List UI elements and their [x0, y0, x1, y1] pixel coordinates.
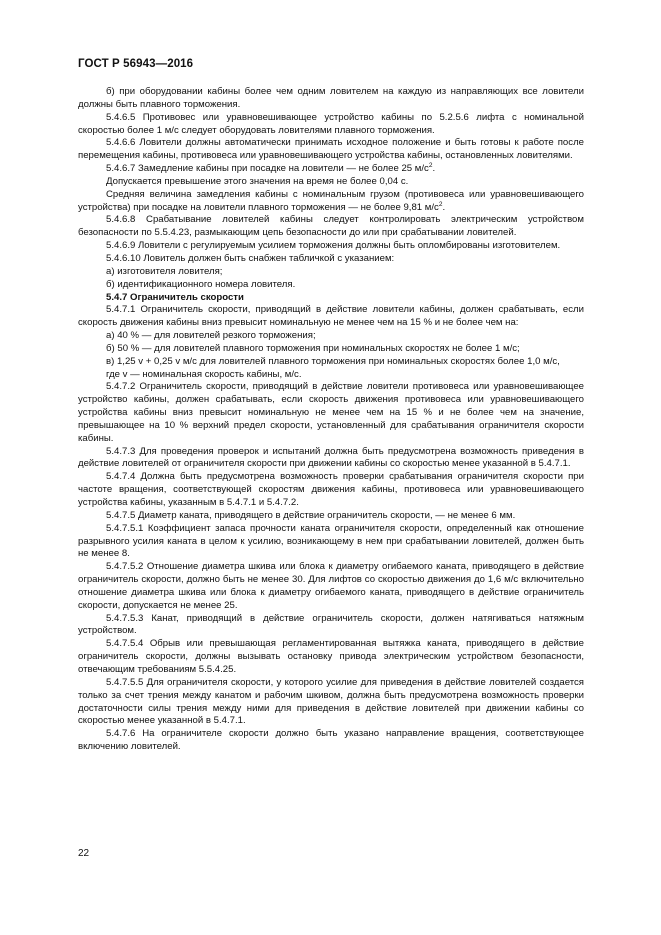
paragraph — [78, 446, 584, 472]
paragraph-text: а) 40 % — для ловителей резкого торможения; — [106, 330, 316, 342]
paragraph-text: 5.4.6.10 Ловитель должен быть снабжен табличкой с указанием: — [106, 252, 395, 264]
document-header: ГОСТ Р 56943—2016 — [78, 58, 194, 70]
paragraph-text: 5.4.6.6 Ловители должны автоматически принимать исходное положение и быть готовы к работе после перемещения кабины, противовеса или уравновешивающего устройства кабины, остановленных ловителями. — [78, 137, 584, 162]
paragraph-text: 5.4.7.6 На ограничителе скорости должно быть указано направление вращения, соответствующее включению ловителей. — [78, 728, 584, 753]
paragraph-text: 5.4.7.5.4 Обрыв или превышающая регламентированная вытяжка каната, приводящего в действие ограничитель скорости, должны вызывать остановку привода электрическим устройством безопасности, отвечающим требованиям 5.5.4.25. — [78, 638, 584, 675]
paragraph-tail: . — [432, 163, 436, 175]
paragraph — [78, 510, 584, 523]
paragraph-text: 5.4.7.5.5 Для ограничителя скорости, у которого усилие для приведения в действие ловителей создается только за счет трения между канатом и рабочим шкивом, должна быть предусмотрена возможность проверки достаточности силы трения между ними для приведения в действие ловителей при движении кабины со скоростью менее указанной в 5.4.7.1. — [78, 676, 584, 727]
paragraph-text: 5.4.7.4 Должна быть предусмотрена возможность проверки срабатывания ограничителя скорости при частоте вращения, соответствующей скоростям движения кабины, противовеса или уравновешивающего устройства кабины, указанным в 5.4.7.1 и 5.4.7.2. — [78, 471, 584, 508]
paragraph — [78, 728, 584, 754]
paragraph — [78, 613, 584, 639]
paragraph — [78, 381, 584, 445]
paragraph — [78, 86, 584, 112]
paragraph-text: 5.4.6.8 Срабатывание ловителей кабины следует контролировать электрическим устройством безопасности по 5.5.4.23, размыкающим цепь безопасности до или при срабатывании ловителей. — [78, 214, 584, 239]
paragraph-text: 5.4.7 Ограничитель скорости — [106, 291, 244, 303]
paragraph-text: а) изготовителя ловителя; — [106, 265, 223, 277]
paragraph — [78, 638, 584, 677]
paragraph — [78, 214, 584, 240]
paragraph — [78, 356, 584, 369]
paragraph — [78, 176, 584, 189]
paragraph-text: 5.4.7.5.2 Отношение диаметра шкива или блока к диаметру огибаемого каната, приводящего в действие ограничитель скорости, должно быть не менее 30. Для лифтов со скоростью движения до 1,6 м/с включительно отношение диаметра шкива или блока к диаметру огибаемого каната, приводящего в действие ограничитель скорости, допускается не менее 25. — [78, 561, 584, 611]
paragraph-text: б) идентификационного номера ловителя. — [106, 278, 296, 290]
paragraph — [78, 240, 584, 253]
paragraph — [78, 189, 584, 215]
paragraph — [78, 471, 584, 510]
paragraph — [78, 266, 584, 279]
paragraph — [78, 253, 584, 266]
paragraph-text: 5.4.7.5 Диаметр каната, приводящего в действие ограничитель скорости, — не менее 6 мм. — [106, 509, 516, 521]
document-body — [78, 86, 584, 754]
paragraph — [78, 304, 584, 330]
paragraph — [78, 163, 584, 176]
paragraph — [78, 137, 584, 163]
paragraph — [78, 677, 584, 728]
paragraph — [78, 523, 584, 562]
superscript: 2 — [438, 200, 443, 208]
paragraph-text: б) 50 % — для ловителей плавного торможения при номинальных скоростях не более 1 м/с; — [106, 342, 520, 354]
paragraph-text: в) 1,25 v + 0,25 v м/с для ловителей плавного торможения при номинальных скоростях более 1,0 м/с, — [106, 355, 560, 367]
paragraph-text: 5.4.6.5 Противовес или уравновешивающее устройство кабины по 5.2.5.6 лифта с номинальной скоростью более 1 м/с следует оборудовать ловителями плавного торможения. — [78, 111, 584, 136]
paragraph-text: 5.4.7.5.1 Коэффициент запаса прочности каната ограничителя скорости, определенный как отношение разрывного усилия каната в целом к усилию, возникающему в нем при срабатывании ловителей, должен быть не менее 8. — [78, 522, 584, 560]
paragraph — [78, 343, 584, 356]
paragraph — [78, 330, 584, 343]
paragraph — [78, 279, 584, 292]
paragraph-text: 5.4.6.9 Ловители с регулируемым усилием торможения должны быть опломбированы изготовителем. — [106, 240, 561, 252]
paragraph-text: б) при оборудовании кабины более чем одним ловителем на каждую из направляющих все ловители должны быть плавного торможения. — [78, 86, 584, 110]
paragraph-text: 5.4.7.3 Для проведения проверок и испытаний должна быть предусмотрена возможность приведения в действие ловителей от ограничителя скорости при движении кабины со скоростью менее указанной в 5.4.7.1. — [78, 445, 584, 470]
paragraph-text: Средняя величина замедления кабины с номинальным грузом (противовеса или уравновешивающего устройства) при посадке на ловители плавного торможения — не более 9,81 м/с — [78, 188, 584, 213]
paragraph-text: Допускается превышение этого значения на время не более 0,04 с. — [106, 175, 409, 187]
paragraph — [78, 112, 584, 138]
paragraph — [78, 369, 584, 382]
superscript: 2 — [428, 162, 433, 170]
paragraph-text: где v — номинальная скорость кабины, м/с. — [106, 368, 302, 380]
section-heading — [78, 292, 584, 305]
page-number: 22 — [78, 848, 90, 859]
paragraph-text: 5.4.7.5.3 Канат, приводящий в действие ограничитель скорости, должен натягиваться натяжным устройством. — [78, 612, 584, 637]
paragraph-tail: . — [442, 201, 446, 213]
paragraph — [78, 561, 584, 612]
paragraph-text: 5.4.7.2 Ограничитель скорости, приводящий в действие ловители противовеса или уравновешивающее устройство кабины, должен срабатывать, если скорость движения противовеса или уравновешивающего устройства кабины вниз превысит номинальную не менее чем на 15 % и не более чем на значение, превышающее на 10 % верхний предел скорости, установленный для срабатывания ограничителя скорости кабины. — [78, 381, 584, 444]
paragraph-text: 5.4.6.7 Замедление кабины при посадке на ловители — не более 25 м/с — [106, 163, 429, 175]
paragraph-text: 5.4.7.1 Ограничитель скорости, приводящий в действие ловители кабины, должен срабатывать, если скорость движения кабины вниз превысит номинальную не менее чем на 15 % и не более чем на: — [78, 304, 584, 329]
